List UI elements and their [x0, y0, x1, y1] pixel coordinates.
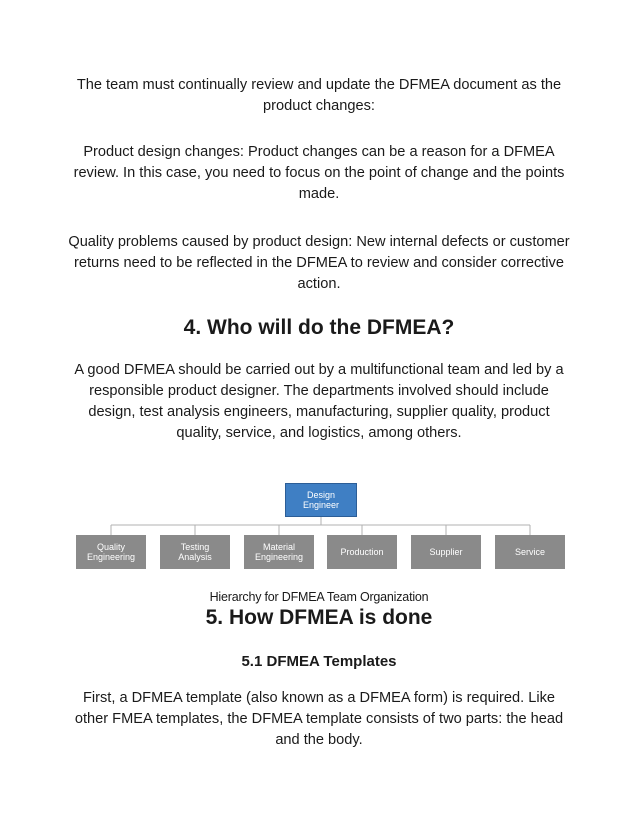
org-box-service: Service [495, 535, 565, 569]
org-box-quality-engineering: Quality Engineering [76, 535, 146, 569]
section-5-1-heading: 5.1 DFMEA Templates [241, 653, 397, 670]
org-box-supplier: Supplier [411, 535, 481, 569]
team-paragraph: A good DFMEA should be carried out by a multifunctional team and led by a responsible product designer. The departments involved should include design, test analysis engineers, manufacturing, supplier quality, product quality, service, and logistics, among others. [74, 362, 564, 441]
figure-caption: Hierarchy for DFMEA Team Organization [209, 590, 429, 604]
section-5-heading: 5. How DFMEA is done [205, 606, 433, 629]
org-box-material-engineering: Material Engineering [244, 535, 314, 569]
design-changes-paragraph: Product design changes: Product changes can be a reason for a DFMEA review. In this case, you need to focus on the point of change and the points made. [73, 144, 565, 202]
review-paragraph: The team must continually review and update the DFMEA document as the product changes: [76, 77, 562, 114]
org-box-production: Production [327, 535, 397, 569]
org-chart [76, 483, 565, 571]
section-4-heading: 4. Who will do the DFMEA? [183, 316, 455, 339]
org-box-design-engineer: Design Engineer [285, 483, 357, 517]
quality-problems-paragraph: Quality problems caused by product design: New internal defects or customer returns need to be reflected in the DFMEA to review and consider corrective action. [68, 234, 570, 292]
org-box-testing-analysis: Testing Analysis [160, 535, 230, 569]
templates-paragraph: First, a DFMEA template (also known as a DFMEA form) is required. Like other FMEA templates, the DFMEA template consists of two parts: the head and the body. [74, 690, 564, 748]
